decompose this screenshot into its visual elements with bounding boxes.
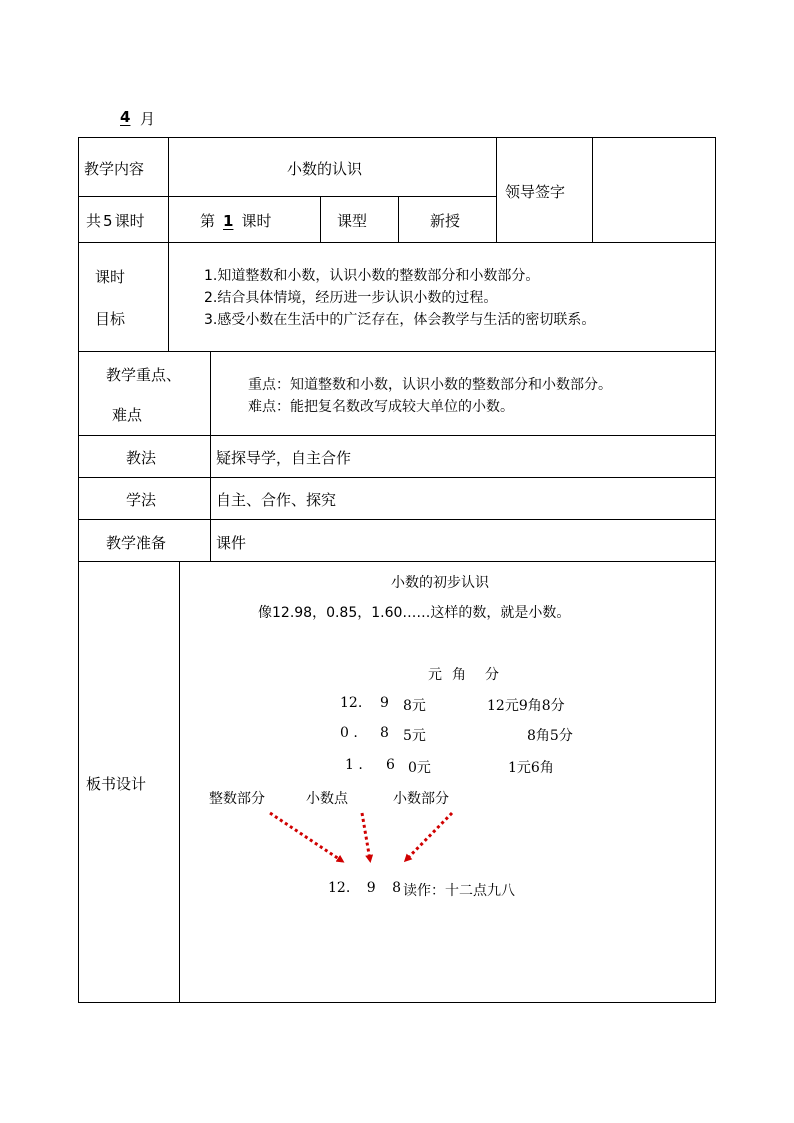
part-integer: 整数部分	[209, 791, 265, 807]
total-prefix: 共	[86, 212, 102, 230]
key-point-item-2: 难点：能把复名数改写成较大单位的小数。	[248, 399, 514, 415]
total-lessons	[86, 210, 145, 231]
learning-label: 学法	[126, 491, 157, 509]
arrow-integer	[270, 813, 342, 861]
arrow-point	[362, 813, 370, 860]
objective-item-1: 1.知道整数和小数，认识小数的整数部分和小数部分。	[204, 268, 540, 284]
row2-d1: 8	[380, 725, 389, 741]
row1-d1: 9	[380, 695, 389, 711]
row3-int: 1 .	[345, 757, 363, 773]
objective-item-3: 3.感受小数在生活中的广泛存在，体会教学与生活的密切联系。	[204, 312, 596, 328]
key-points-label-1: 教学重点、	[106, 366, 182, 384]
row1-d2: 8元	[403, 698, 426, 714]
learning-value: 自主、合作、探究	[216, 491, 337, 509]
row3-d2: 0元	[408, 760, 431, 776]
lesson-num: 1	[223, 212, 234, 230]
prep-label: 教学准备	[106, 534, 167, 552]
lesson-suffix: 课时	[241, 212, 272, 230]
lesson-prefix: 第	[200, 212, 216, 230]
method-label: 教法	[126, 449, 157, 467]
month-number: 4	[120, 108, 131, 126]
type-value: 新授	[430, 212, 461, 230]
reading-number: 12. 9 8	[328, 880, 401, 896]
row1-words: 12元9角8分	[487, 698, 565, 714]
key-point-item-1: 重点：知道整数和小数，认识小数的整数部分和小数部分。	[248, 377, 612, 393]
arrow-fraction	[406, 813, 452, 860]
board-title: 小数的初步认识	[391, 575, 489, 591]
content-label: 教学内容	[84, 160, 145, 178]
objective-item-2: 2.结合具体情境，经历进一步认识小数的过程。	[204, 290, 498, 306]
objectives-label-1: 课时	[95, 268, 126, 286]
board-label: 板书设计	[86, 775, 147, 793]
lesson-number	[200, 210, 271, 231]
board-intro: 像12.98，0.85，1.60……这样的数，就是小数。	[258, 605, 571, 621]
row1-int: 12.	[340, 695, 363, 711]
unit-jiao: 角	[452, 667, 466, 683]
total-num: 5	[103, 212, 113, 230]
row2-words: 8角5分	[527, 728, 573, 744]
row2-int: 0 .	[340, 725, 358, 741]
content-value: 小数的认识	[287, 160, 363, 178]
total-suffix: 课时	[114, 212, 145, 230]
row3-d1: 6	[386, 757, 395, 773]
leader-sign-label: 领导签字	[505, 183, 566, 201]
month-label: 月	[140, 110, 156, 128]
row2-d2: 5元	[403, 728, 426, 744]
prep-value: 课件	[216, 534, 247, 552]
row3-words: 1元6角	[508, 760, 554, 776]
method-value: 疑探导学，自主合作	[216, 449, 352, 467]
reading-text: 读作：十二点九八	[403, 883, 515, 899]
type-label: 课型	[337, 212, 368, 230]
leader-sign-area[interactable]	[594, 139, 714, 241]
objectives-label-2: 目标	[95, 310, 126, 328]
unit-yuan: 元	[428, 667, 442, 683]
part-point: 小数点	[306, 791, 348, 807]
unit-fen: 分	[485, 667, 499, 683]
key-points-label-2: 难点	[112, 406, 143, 424]
part-fraction: 小数部分	[393, 791, 449, 807]
